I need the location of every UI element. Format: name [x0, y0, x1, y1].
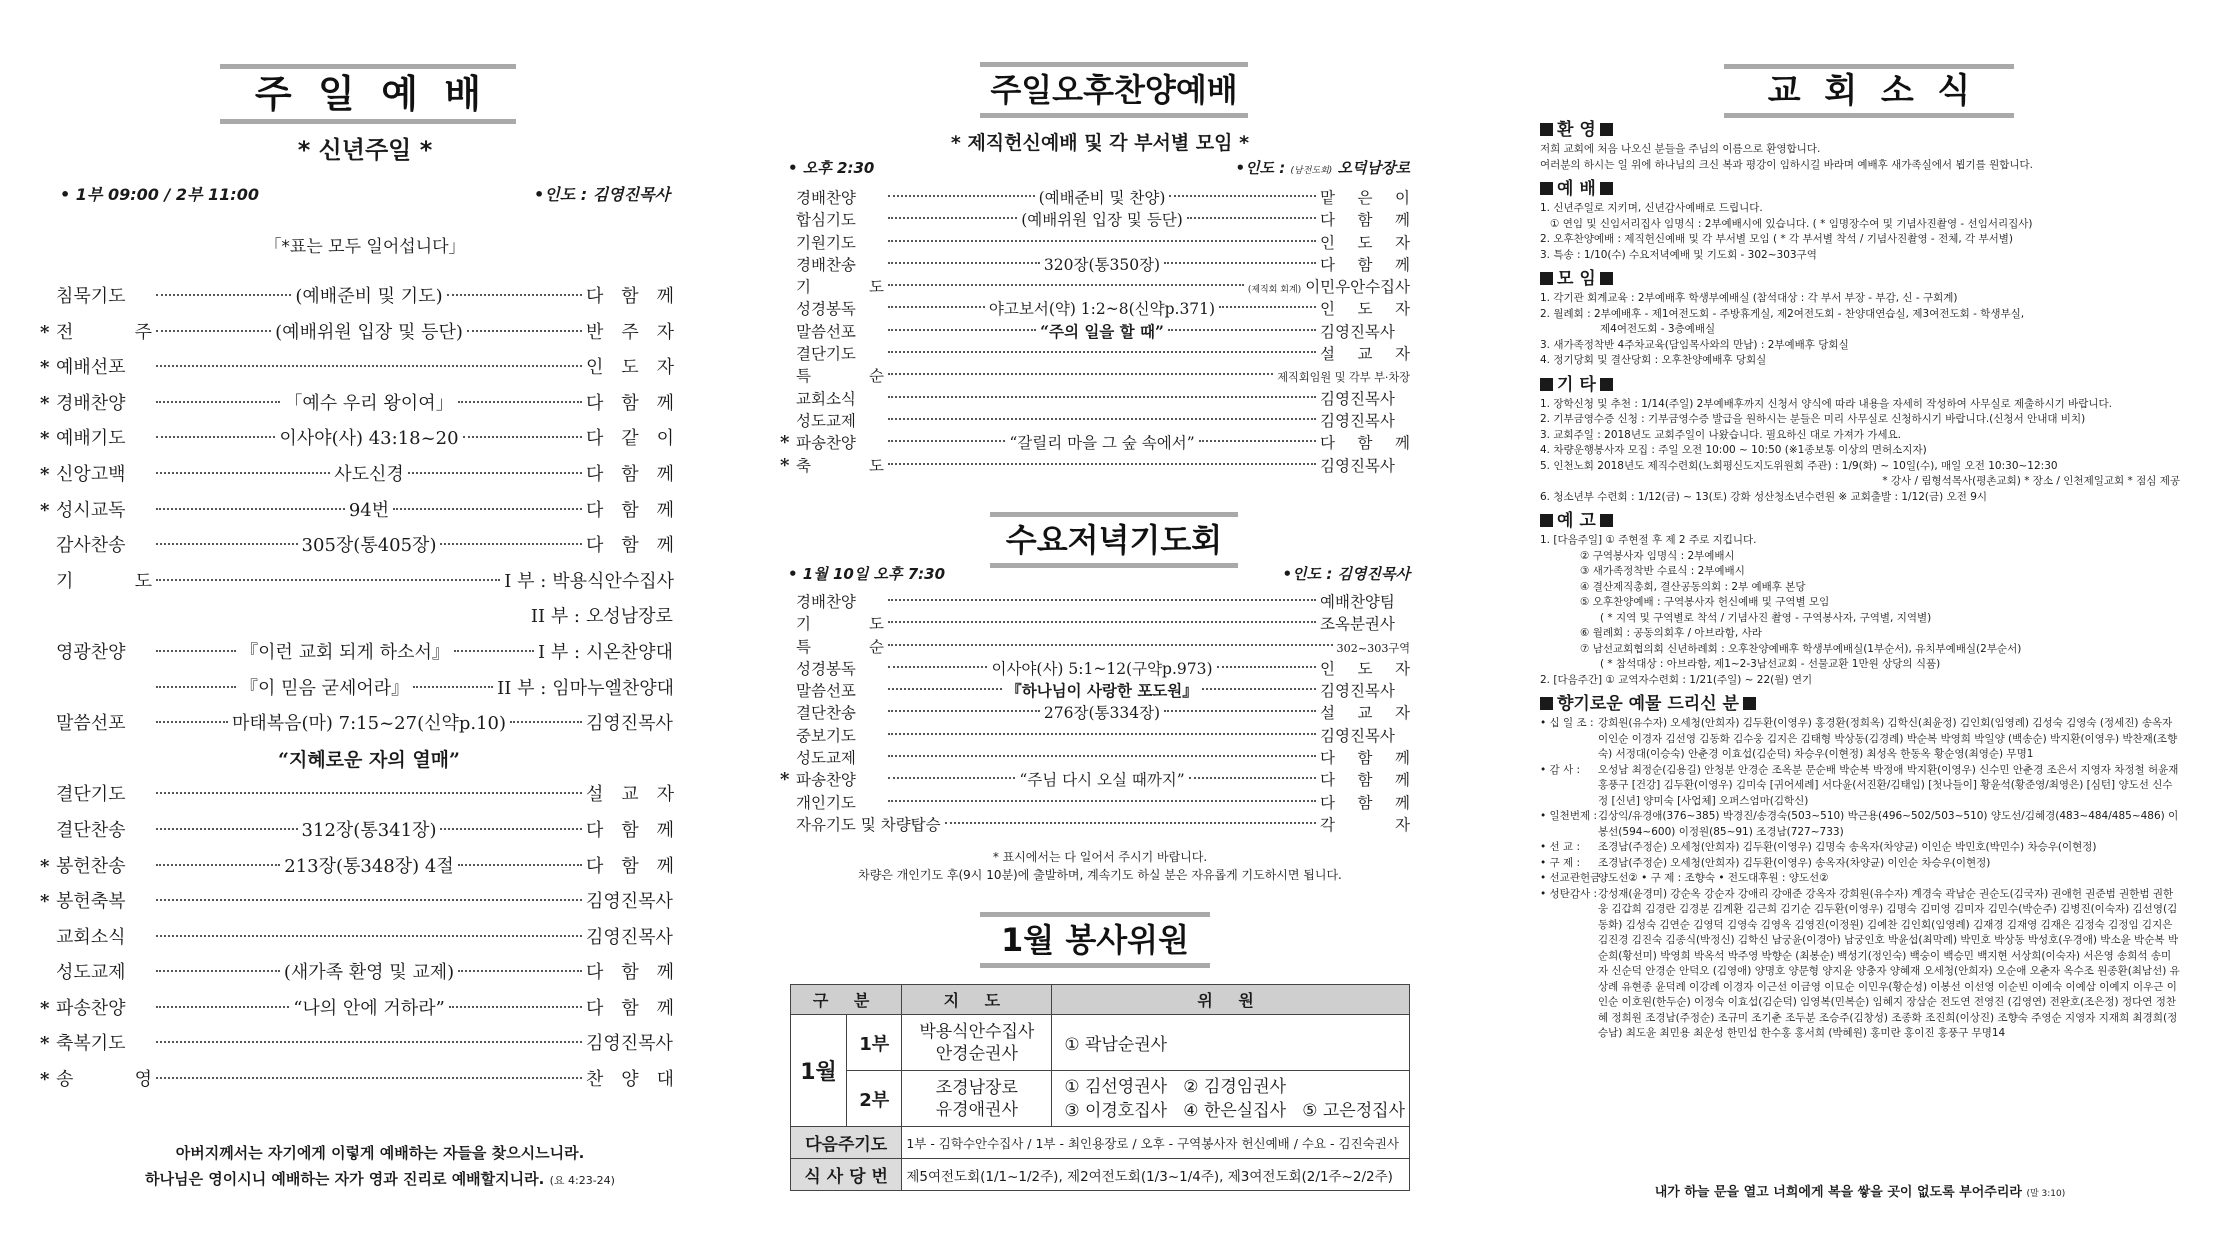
meeting-line: 4. 정기당회 및 결산당회 : 오후찬양예배후 당회실: [1540, 354, 1767, 366]
service-row: [780, 342, 1410, 364]
service-content: 『이 믿음 굳세어라』: [240, 677, 410, 699]
service-person: 다 함 께: [1320, 771, 1411, 790]
col-division: 구 분: [791, 985, 902, 1015]
service-row: [40, 531, 674, 567]
service-person: 김영진목사: [586, 713, 673, 735]
service-item: 합심기도: [796, 211, 856, 230]
service-row: [40, 424, 674, 460]
part2-cell: 2부: [847, 1071, 902, 1127]
service-row: [40, 389, 674, 425]
service-person: 김영진목사: [1320, 411, 1395, 430]
service-part: I 부 :: [538, 641, 581, 663]
sunday-service-info: [60, 182, 670, 205]
service-person: 인 도 자: [1320, 233, 1410, 252]
service-item: 경배찬양: [796, 593, 856, 611]
afternoon-order-of-service: [780, 186, 1410, 476]
notice-line: ② 구역봉사자 임명식 : 2부예배시: [1580, 549, 1735, 562]
service-person: 다 함 께: [586, 819, 675, 841]
welcome-line: 저희 교회에 처음 나오신 분들을 주님의 이름으로 환영합니다.: [1540, 143, 1821, 155]
service-item: 결단찬송: [796, 704, 856, 723]
service-row: [780, 364, 1410, 386]
service-content: (예배위원 입장 및 등단): [1021, 211, 1183, 230]
worship-heading: 예 배: [1540, 177, 2180, 201]
service-person: 다 함 께: [1320, 749, 1410, 768]
service-row: [780, 724, 1410, 746]
service-person: 찬 양 대: [586, 1069, 674, 1091]
church-news-column: [1540, 0, 2180, 1240]
standing-note-mid: * 표시에서는 다 일어서 주시기 바랍니다.: [992, 850, 1208, 864]
service-content: “주의 일을 할 때”: [1040, 321, 1164, 341]
service-item: 결단기도: [56, 784, 126, 806]
service-item: 침묵기도: [56, 286, 126, 307]
service-item: 말씀선포: [56, 713, 126, 735]
notice-line: ④ 결산제직총회, 결산공동의회 : 2부 예배후 본당: [1580, 580, 1806, 593]
offering-names: 조경남(주정순) 오세청(안희자) 김두환(이영우) 송옥자(차양균) 이인순 차승우(이현정): [1598, 856, 1991, 869]
vehicle-note: 차량은 개인기도 후(9시 10분)에 출발하며, 계속기도 하실 분은 자유롭게 기도하시면 됩니다.: [858, 868, 1342, 882]
sunday-service-title: 주 일 예 배: [220, 64, 516, 124]
part1-cell: 1부: [847, 1015, 902, 1071]
service-row: [40, 496, 674, 532]
service-row: [780, 297, 1410, 319]
service-item: 중보기도: [796, 726, 856, 745]
service-person: 오성남장로: [586, 606, 673, 628]
afternoon-service-subtitle: * 제직헌신예배 및 각 부서별 모임 *: [950, 132, 1250, 154]
service-row: [40, 318, 674, 354]
service-person: 인 도 자: [1320, 300, 1410, 319]
standing-mark: *: [40, 1069, 50, 1091]
etc-line: 5. 인천노회 2018년도 제직수련회(노회평신도지도위원회 주관) : 1/9(화) ~ 10일(수), 매일 오전 10:30~12:30: [1540, 459, 2058, 472]
service-person: 제직회임원 및 각부 부·차장: [1277, 371, 1410, 385]
service-person: 임마누엘찬양대: [552, 677, 675, 699]
notice-line: ⑥ 월례회 : 공동의회후 / 아브라함, 사라: [1580, 627, 1762, 639]
standing-mark: *: [780, 769, 790, 791]
afternoon-leader: •인도 : (남전도회) 오덕남장로: [1235, 159, 1410, 177]
service-person: 김영진목사: [1320, 389, 1395, 408]
service-item: 영광찬양: [56, 641, 126, 663]
service-content: 이사야(사) 5:1~12(구약p.973): [991, 659, 1213, 678]
service-person: 이민우안수집사: [1305, 278, 1410, 297]
service-row: [780, 409, 1410, 431]
news-body: [1540, 114, 2180, 1042]
offering-entry: [1540, 716, 2180, 763]
meeting-line: 제4여전도회 - 3층예배실: [1600, 323, 1716, 335]
service-content: 320장(통350장): [1043, 255, 1161, 274]
standing-mark: *: [40, 463, 50, 485]
service-person: 김영진목사: [1320, 322, 1395, 341]
service-person: 다 함 께: [586, 997, 675, 1019]
offering-names: 오성남 최정순(김용길) 안청분 안경순 조옥분 문순배 박순복 박정애 박지환(이영우) 신수민 안춘경 조은서 지영자 차정철 허윤재 홍풍구 [건강] 김두환(이영우) 김미숙 [귀어세례] 서다윤(서진환/김태임) [첫나들이] 황윤석(황준영/최영은) [심턴] 양도선 신수정 [신년] 양미숙 [사업체] 오퍼스엄마(김학신): [1598, 763, 2179, 807]
part1-leaders: 박용식안수집사 안경순권사: [902, 1015, 1052, 1071]
service-person: 다 함 께: [586, 962, 675, 984]
service-item: 결단찬송: [56, 819, 126, 841]
standing-mark: *: [780, 432, 790, 454]
etc-heading: 기 타: [1540, 373, 2180, 397]
service-person: 김영진목사: [586, 926, 673, 948]
service-row: [40, 816, 674, 852]
service-item: 기 도: [796, 278, 884, 297]
service-content: 마태복음(마) 7:15~27(신약p.10): [231, 713, 507, 735]
service-person: 김영진목사: [1320, 726, 1395, 745]
service-row: [780, 791, 1410, 813]
verse-line-2: 하나님은 영이시니 예배하는 자가 영과 진리로 예배할지니라.: [145, 1170, 545, 1188]
service-item: 기 도: [796, 615, 884, 634]
notice-line: ③ 새가족정착반 수료식 : 2부예배시: [1580, 565, 1745, 577]
afternoon-time: • 오후 2:30: [788, 159, 875, 177]
service-part: I 부 :: [504, 570, 547, 592]
offering-label: • 십 일 조 :: [1540, 717, 1594, 729]
part2-members: ① 김선영권사 ② 김경임권사 ③ 이경호집사 ④ 한은실집사 ⑤ 고은정집사: [1052, 1071, 1410, 1127]
notice-line: ( * 참석대상 : 아브라함, 제1~2-3남선교회 - 선물교환 1만원 상당의 식품): [1600, 658, 1941, 670]
service-person: 시온찬양대: [586, 641, 673, 663]
next-week-prayer-text: 1부 - 김학수안수집사 / 1부 - 최인용장로 / 오후 - 구역봉사자 헌신예배 / 수요 - 김진숙권사: [902, 1127, 1410, 1159]
standing-mark: *: [40, 997, 50, 1019]
service-row: [40, 674, 674, 710]
service-row: [40, 745, 674, 781]
service-item: 축 도: [796, 456, 884, 475]
meal-duty-text: 제5여전도회(1/1~1/2주), 제2여전도회(1/3~1/4주), 제3여전도회(2/1주~2/2주): [902, 1159, 1410, 1191]
col-members: 위 원: [1052, 985, 1410, 1015]
verse-reference: (요 4:23-24): [549, 1174, 615, 1187]
offering-names: 조경남(주정순) 오세청(안희자) 김두환(이영우) 김명숙 송옥자(차양균) 이인순 박민호(박민수) 차승우(이현정): [1598, 841, 2097, 853]
service-item: 봉헌찬송: [56, 855, 126, 877]
service-committee-title: 1월 봉사위원: [980, 912, 1210, 968]
service-person: 다 함 께: [1320, 255, 1410, 274]
service-item: 특 순: [796, 367, 884, 386]
service-person: 다 함 께: [586, 855, 675, 877]
offering-list: [1540, 716, 2180, 1042]
service-item: 예배선포: [56, 357, 126, 379]
service-content: 276장(통334장): [1043, 704, 1161, 723]
service-person: 설 교 자: [1320, 704, 1410, 723]
service-item: 개인기도: [796, 793, 856, 812]
service-content: 213장(통348장) 4절: [284, 855, 454, 877]
church-news-title: 교 회 소 식: [1724, 64, 2014, 118]
next-week-prayer-label: 다음주기도: [791, 1127, 902, 1159]
service-row: [780, 701, 1410, 723]
sunday-bible-verse: [80, 1140, 680, 1194]
service-part: II 부 :: [497, 677, 547, 699]
service-row: [780, 320, 1410, 342]
offering-entry: [1540, 840, 2180, 856]
service-item: 말씀선포: [796, 322, 856, 341]
standing-mark: *: [40, 1033, 50, 1055]
service-row: [40, 638, 674, 674]
worship-line: 3. 특송 : 1/10(수) 수요저녁예배 및 기도회 - 302~303구역: [1540, 248, 1817, 261]
service-item: 축복기도: [56, 1033, 126, 1055]
service-time: • 1부 09:00 / 2부 11:00: [60, 185, 259, 204]
etc-line: 6. 청소년부 수련회 : 1/12(금) ~ 13(토) 강화 성산청소년수련원 ※ 교회출발 : 1/12(금) 오전 9시: [1540, 490, 1988, 503]
service-item: 성경봉독: [796, 300, 856, 319]
service-item: 특 순: [796, 637, 884, 656]
service-row: [40, 353, 674, 389]
etc-line: 2. 기부금영수증 신청 : 기부금영수증 발급을 원하시는 분들은 미리 사무실로 신청하시기 바랍니다.(신청서 안내대 비치): [1540, 413, 2086, 425]
verse-line-1: 아버지께서는 자기에게 이렇게 예배하는 자들을 찾으시느니라.: [175, 1144, 585, 1162]
notice-heading: 예 고: [1540, 509, 2180, 533]
standing-mark: *: [40, 392, 50, 414]
service-row: [40, 994, 674, 1030]
service-person: 302~303구역: [1336, 641, 1410, 655]
meal-duty-label: 식 사 당 번: [791, 1159, 902, 1191]
wednesday-order-of-service: [780, 590, 1410, 835]
notice-line: 1. [다음주일] ① 주현절 후 제 2 주로 지킵니다.: [1540, 534, 1757, 546]
service-person: 다 함 께: [586, 535, 675, 557]
standing-mark: *: [40, 428, 50, 450]
service-person: 예배찬양팀: [1320, 593, 1395, 611]
service-row: [40, 282, 674, 318]
offering-entry: [1540, 871, 2180, 887]
sunday-service-subtitle: * 신년주일 *: [297, 136, 433, 164]
offering-names: 강성재(윤경미) 강순옥 강순자 강애리 강애준 강옥자 강희원(유수자) 계경숙 곽남순 권순도(김국자) 권애헌 권준범 권한범 권한웅 김갑희 김경란 김경분 김계환 김근희 김기순 김두환(이영우) 김명숙 김미영 김미자 김민수(박순주) 김병진(이숙자) 김선영(김동화) 김성숙 김연순 김영덕 김영숙 김영옥 김영진(이정원) 김예찬 김인회(임영례) 김재경 김재영 김재은 김정숙 김정임 김지은 김진경 김진숙 김종식(박정신) 김학신 남궁윤(이경아) 남궁인호 박윤섭(최막례) 박민호 박상동 박성호(우경애) 박소윤 박순복 박순희(황선미) 박영희 박옥석 박주영 박향순 (최봉순) 백성기(정인숙) 백숭이 백승민 백지현 서상희(이숙자) 서은영 송희석 송미자 신순덕 안경순 안덕오 (김영애) 양명호 양문형 양지윤 양충자 양혜재 오세청(안희자) 오순애 오춘자 옥수조 원종환(최남선) 유상례 유현종 윤덕례 이강례 이경자 이근선 이금영 이묘순 이민우(황순성) 이봉선 이선영 이순빈 이예숙 이예삼 이예지 이우근 이인순 이호원(한두순) 이정숙 이효섭(김순덕) 임영복(민복순) 임혜지 장삼순 전도연 전영진 (김영연) 전완호(조은정) 정다연 정찬혜 정희원 조경남(주정순) 조규미 조기춘 조두분 조승주(김창성) 조종화 조진희(이상진) 조향숙 주영순 지영자 지재희 최경희(정승남) 최도윤 최민용 최운성 한민섭 한수홍 홍서희 (박혜원) 홍미란 홍이진 홍풍구 무명14: [1598, 887, 2180, 1039]
service-person: 박용식안수집사: [552, 570, 674, 592]
offering-names: 양도선② • 구 제 : 조향숙 • 전도대후원 : 양도선②: [1598, 872, 1829, 884]
service-content: 이사야(사) 43:18~20: [279, 428, 459, 450]
service-row: [780, 387, 1410, 409]
service-row: [40, 709, 674, 745]
service-item: 성경봉독: [796, 659, 856, 678]
afternoon-service-column: [780, 0, 1420, 1240]
service-item: 경배찬양: [56, 392, 126, 414]
service-content: 「예수 우리 왕이여」: [284, 392, 454, 414]
service-row: [780, 253, 1410, 275]
service-item: 성도교제: [796, 749, 856, 768]
standing-mark: *: [40, 855, 50, 877]
service-content: 312장(통341장): [301, 819, 437, 841]
service-content: “지혜로운 자의 열매”: [278, 748, 460, 771]
service-item: 파송찬양: [56, 997, 126, 1019]
part2-leaders: 조경남장로 유경애권사: [902, 1071, 1052, 1127]
service-content: 『하나님이 사랑한 포도원』: [1006, 681, 1198, 701]
month-cell: 1월: [791, 1015, 847, 1127]
offering-label: • 구 제 :: [1540, 856, 1581, 869]
service-row: [780, 231, 1410, 253]
service-item: 결단기도: [796, 345, 856, 364]
service-row: [780, 657, 1410, 679]
service-content: (새가족 환영 및 교제): [283, 962, 455, 984]
service-person: 김영진목사: [1320, 456, 1395, 475]
wednesday-leader: •인도 : 김영진목사: [1282, 565, 1410, 583]
role-note: (제직회 회계): [1247, 285, 1302, 296]
wednesday-time: • 1월 10일 오후 7:30: [788, 565, 946, 583]
service-item: 자유기도 및 차량탑승: [796, 815, 941, 834]
service-row: [780, 431, 1410, 453]
offering-heading: 향기로운 예물 드리신 분: [1540, 692, 2180, 716]
service-item: 말씀선포: [796, 682, 856, 701]
service-person: 각 자: [1320, 815, 1410, 834]
worship-line: 1. 신년주일로 지키며, 신년감사예배로 드립니다.: [1540, 202, 1763, 214]
service-person: 인 도 자: [586, 357, 674, 379]
service-item: 경배찬송: [796, 255, 856, 274]
service-item: 파송찬양: [796, 434, 856, 453]
service-person: 다 함 께: [586, 286, 674, 307]
service-item: 교회소식: [796, 389, 856, 408]
offering-entry: [1540, 763, 2180, 810]
service-row: [40, 887, 674, 923]
service-committee-table: [790, 984, 1410, 1191]
service-row: [780, 590, 1410, 612]
service-row: [40, 602, 674, 638]
service-row: [40, 923, 674, 959]
notice-line: ⑤ 오후찬양예배 : 구역봉사자 헌신예배 및 구역별 모임: [1580, 596, 1830, 608]
service-row: [40, 1065, 674, 1101]
service-item: 봉헌축복: [56, 891, 126, 913]
service-row: [780, 186, 1410, 208]
service-person: 다 함 께: [586, 463, 674, 485]
service-item: 성도교제: [56, 962, 126, 984]
service-content: “주님 다시 오실 때까지”: [1019, 771, 1185, 790]
notice-line: ⑦ 남선교회협의회 신년하례회 : 오후찬양예배후 학생부예배실(1부순서), 유치부예배실(2부순서): [1580, 642, 2022, 655]
service-person: 다 같 이: [586, 428, 674, 450]
afternoon-service-title: 주일오후찬양예배: [980, 62, 1248, 118]
part1-members: ① 곽남순권사: [1052, 1015, 1410, 1071]
service-row: [780, 635, 1410, 657]
service-row: [780, 275, 1410, 297]
service-content: 305장(통405장): [301, 535, 437, 557]
service-person: 다 함 께: [586, 499, 675, 521]
service-person: 맡 은 이: [1320, 189, 1411, 207]
service-content: 사도신경: [334, 463, 404, 485]
etc-line: 4. 차량운행봉사자 모집 : 주일 오전 10:00 ~ 10:50 (※1종보통 이상의 면허소지자): [1540, 444, 1927, 456]
service-part: II 부 :: [530, 606, 580, 628]
service-item: 경배찬양: [796, 189, 856, 207]
offering-label: • 일천번제 :: [1540, 810, 1597, 822]
service-row: [780, 679, 1410, 701]
welcome-line: 여러분의 하시는 일 위에 하나님의 크신 복과 평강이 임하시길 바라며 예배후 새가족실에서 뵙기를 원합니다.: [1540, 158, 2034, 171]
meeting-line: 3. 새가족정착반 4주차교육(담임목사와의 만남) : 2부예배후 당회실: [1540, 338, 1849, 351]
service-row: [780, 208, 1410, 230]
standing-mark: *: [40, 357, 50, 379]
standing-mark: *: [40, 891, 50, 913]
worship-line: ① 연임 및 신임서리집사 임명식 : 2부예배시에 있습니다. ( * 임명장수여 및 기념사진촬영 - 선임서리집사): [1550, 217, 2033, 230]
service-item: 성시교독: [56, 499, 126, 521]
wednesday-service-title: 수요저녁기도회: [990, 512, 1238, 568]
service-item: 교회소식: [56, 926, 126, 948]
news-bible-verse: 내가 하늘 문을 열고 너희에게 복을 쌓을 곳이 없도록 부어주리라 (말 3:10): [1654, 1185, 2066, 1200]
standing-mark: *: [40, 499, 50, 521]
service-row: [40, 780, 674, 816]
meeting-line: 2. 월례회 : 2부예배후 - 제1여전도회 - 주방휴게실, 제2여전도회 - 찬양대연습실, 제3여전도회 - 학생부실,: [1540, 307, 2025, 320]
standing-mark: *: [40, 321, 50, 343]
service-row: [780, 813, 1410, 835]
offering-label: • 성탄감사 :: [1540, 887, 1597, 900]
service-person: 설 교 자: [586, 784, 674, 806]
notice-line: ( * 지역 및 구역별로 착석 / 기념사진 촬영 - 구역봉사자, 구역별, 지역별): [1600, 611, 1932, 624]
service-person: 김영진목사: [1320, 682, 1395, 701]
service-person: 다 함 께: [1320, 211, 1411, 230]
etc-line: 1. 장학신청 및 추천 : 1/14(주일) 2부예배후까지 신청서 양식에 따라 내용을 자세히 작성하여 사무실로 제출하시기 바랍니다.: [1540, 397, 2112, 410]
service-person: 인 도 자: [1320, 659, 1411, 678]
service-person: 다 함 께: [1320, 434, 1411, 453]
service-row: [780, 454, 1410, 476]
afternoon-service-info: [788, 157, 1410, 178]
service-row: [780, 746, 1410, 768]
service-row: [40, 567, 674, 603]
offering-entry: [1540, 809, 2180, 840]
etc-line: 3. 교회주일 : 2018년도 교회주일이 나왔습니다. 필요하신 대로 가져가 가세요.: [1540, 428, 1901, 441]
offering-label: • 선 교 :: [1540, 841, 1581, 853]
service-content: 『이런 교회 되게 하소서』: [240, 641, 450, 663]
meeting-heading: 모 임: [1540, 267, 2180, 291]
service-item: 예배기도: [56, 428, 126, 450]
offering-label: • 선교관헌금 :: [1540, 872, 1608, 884]
service-content: “나의 안에 거하라”: [293, 997, 445, 1019]
offering-label: • 감 사 :: [1540, 763, 1581, 776]
standing-note: 「*표는 모두 일어섭니다」: [264, 237, 466, 257]
etc-line: * 강사 / 림형석목사(평촌교회) * 장소 / 인천제일교회 * 점심 제공: [1882, 475, 2180, 487]
welcome-heading: 환 영: [1540, 118, 2180, 142]
sunday-service-column: [40, 0, 690, 1240]
col-leader: 지 도: [902, 985, 1052, 1015]
service-person: 다 함 께: [586, 392, 675, 414]
service-content: (예배준비 및 찬양): [1038, 189, 1166, 207]
service-item: 전 주: [56, 321, 152, 343]
service-content: “갈릴리 마을 그 숲 속에서”: [1009, 434, 1195, 453]
service-person: 김영진목사: [586, 1033, 673, 1055]
worship-line: 2. 오후찬양예배 : 제직헌신예배 및 각 부서별 모임 ( * 각 부서별 착석 / 기념사진촬영 - 전체, 각 부서별): [1540, 233, 2014, 245]
service-row: [40, 958, 674, 994]
service-person: 조옥분권사: [1320, 615, 1395, 634]
offering-entry: [1540, 856, 2180, 872]
service-leader: •인도 : 김영진목사: [534, 185, 670, 204]
service-row: [780, 612, 1410, 634]
service-content: 야고보서(약) 1:2~8(신약p.371): [988, 300, 1216, 319]
service-content: (예배준비 및 기도): [295, 286, 443, 307]
service-person: 설 교 자: [1320, 345, 1410, 364]
service-row: [40, 460, 674, 496]
service-item: 기원기도: [796, 233, 856, 252]
service-row: [780, 768, 1410, 790]
wednesday-service-info: [788, 563, 1410, 584]
service-item: 기 도: [56, 570, 152, 592]
offering-names: 김상익/유경애(376~385) 박경진/송경숙(503~510) 박근용(496~502/503~510) 양도선/김혜경(483~484/485~486) 이봉선(594~600) 이정원(85~91) 조경남(727~733): [1598, 810, 2179, 838]
offering-entry: [1540, 887, 2180, 1042]
service-content: (예배위원 입장 및 등단): [275, 321, 463, 343]
service-person: 반 주 자: [586, 321, 675, 343]
service-person: 김영진목사: [586, 891, 673, 913]
service-item: 감사찬송: [56, 535, 126, 557]
service-content: 94번: [348, 499, 390, 521]
service-row: [40, 1029, 674, 1065]
standing-mark: *: [780, 454, 790, 476]
offering-names: 강희원(유수자) 오세청(안희자) 김두환(이영우) 홍경환(정희옥) 김학신(최윤정) 김인회(임영례) 김성숙 김영숙 (정세진) 송옥자 이인순 이경자 김선영 김동화 김수웅 김지은 김태형 박상동(김경례) 박순복 박영희 박일양 (백송순) 박지환(이영우) 박찬재(조향숙) 서정대(이승숙) 안춘경 이효섭(김순덕) 차승우(이현정) 최성옥 한동옥 황순영(최영순) 무명1: [1598, 717, 2178, 760]
service-item: 송 영: [56, 1069, 152, 1091]
notice-line: 2. [다음주간] ① 교역자수련회 : 1/21(주일) ~ 22(월) 연기: [1540, 673, 1813, 686]
service-item: 신앙고백: [56, 463, 126, 485]
sunday-order-of-service: [40, 282, 674, 1101]
service-person: 다 함 께: [1320, 793, 1410, 812]
service-item: 파송찬양: [796, 771, 856, 790]
service-row: [40, 852, 674, 888]
service-item: 성도교제: [796, 411, 856, 430]
meeting-line: 1. 각기관 회계교육 : 2부예배후 학생부예배실 (참석대상 : 각 부서 부장 - 부감, 신 - 구회계): [1540, 292, 1958, 304]
